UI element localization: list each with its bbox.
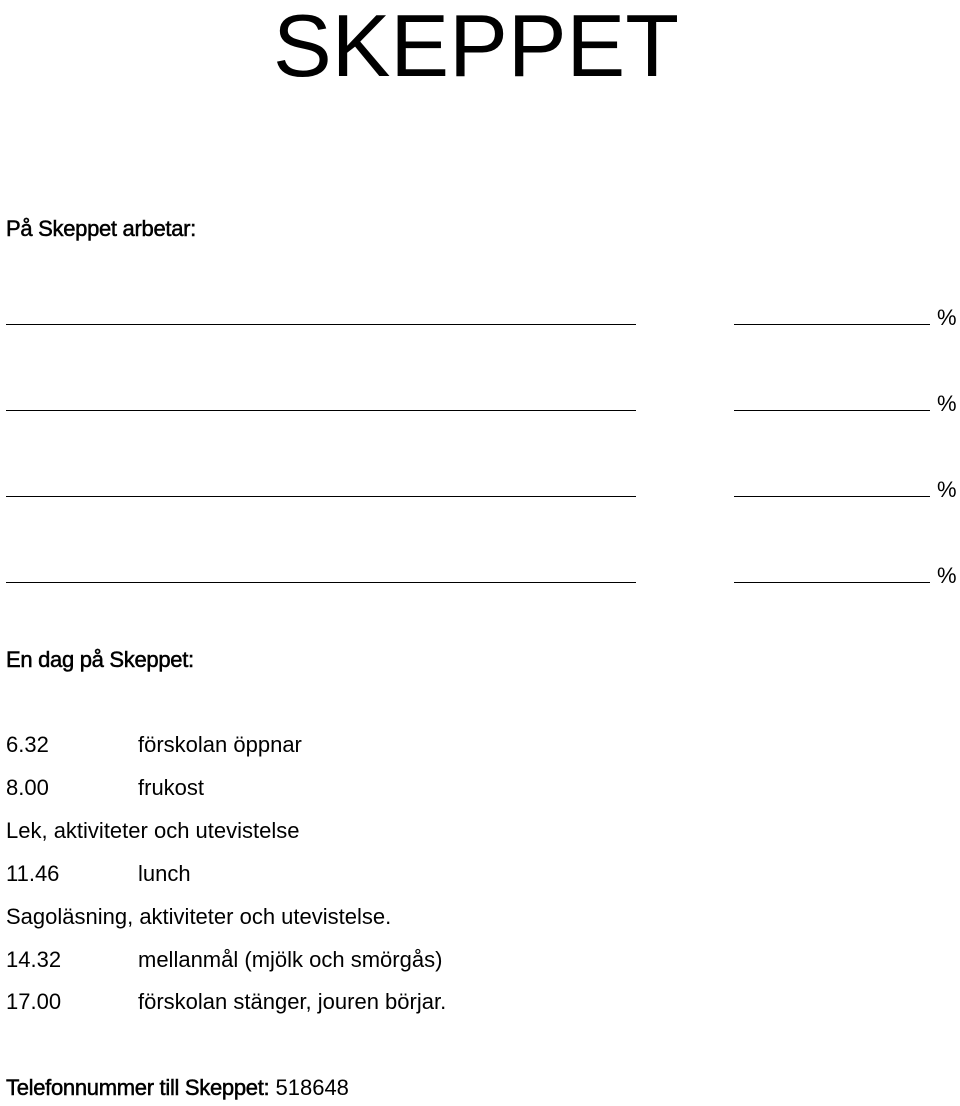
schedule-activity: frukost — [138, 775, 205, 800]
schedule-activity: Lek, aktiviteter och utevistelse — [6, 818, 300, 843]
day-heading: En dag på Skeppet: — [6, 647, 194, 672]
staff-percent-blank-line[interactable] — [734, 582, 930, 583]
phone-label: Telefonnummer till Skeppet: — [6, 1075, 270, 1100]
schedule-time: 14.32 — [6, 947, 62, 972]
schedule-time: 17.00 — [6, 989, 62, 1014]
percent-sign: % — [937, 391, 957, 416]
schedule-time: 6.32 — [6, 732, 49, 757]
staff-percent-blank-line[interactable] — [734, 324, 930, 325]
schedule-activity: lunch — [138, 861, 191, 886]
schedule-activity: mellanmål (mjölk och smörgås) — [138, 947, 443, 972]
staff-row — [0, 384, 960, 414]
schedule-time: 8.00 — [6, 775, 49, 800]
phone-line — [6, 1075, 349, 1101]
staff-name-blank-line[interactable] — [6, 582, 636, 583]
schedule-activity: förskolan stänger, jouren börjar. — [138, 989, 447, 1014]
schedule-item — [6, 732, 302, 758]
schedule-activity: förskolan öppnar — [138, 732, 302, 757]
staff-row — [0, 470, 960, 500]
staff-row — [0, 556, 960, 586]
staff-name-blank-line[interactable] — [6, 324, 636, 325]
schedule-item — [6, 904, 391, 930]
page-title — [0, 0, 940, 96]
schedule-activity: Sagoläsning, aktiviteter och utevistelse. — [6, 904, 392, 929]
staff-name-blank-line[interactable] — [6, 496, 636, 497]
percent-sign: % — [937, 305, 957, 330]
schedule-item — [6, 947, 442, 973]
staff-heading: På Skeppet arbetar: — [6, 216, 196, 241]
schedule-item — [6, 775, 204, 801]
schedule-time: 11.46 — [6, 861, 60, 886]
staff-name-blank-line[interactable] — [6, 410, 636, 411]
percent-sign: % — [937, 563, 957, 588]
staff-row — [0, 298, 960, 328]
schedule-item — [6, 989, 446, 1015]
page-title-text: SKEPPET — [273, 0, 679, 95]
phone-number: 518648 — [275, 1075, 349, 1100]
staff-percent-blank-line[interactable] — [734, 410, 930, 411]
schedule-item — [6, 861, 191, 887]
schedule-item — [6, 818, 299, 844]
percent-sign: % — [937, 477, 957, 502]
staff-percent-blank-line[interactable] — [734, 496, 930, 497]
